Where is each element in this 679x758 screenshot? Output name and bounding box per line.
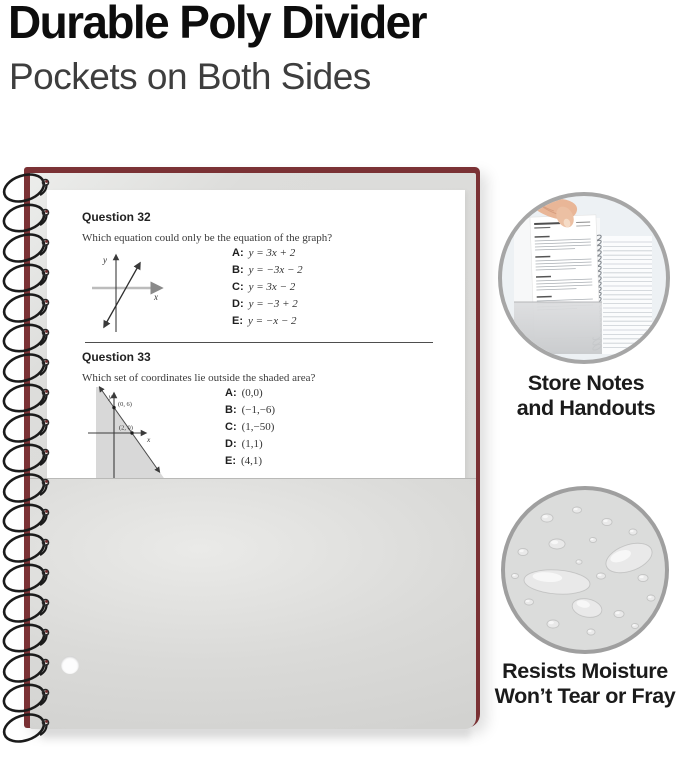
option-row bbox=[225, 387, 275, 404]
water-droplet bbox=[512, 574, 519, 579]
option-label: B: bbox=[225, 404, 237, 416]
caption-line: Resists Moisture bbox=[502, 659, 668, 683]
page-subtitle: Pockets on Both Sides bbox=[9, 56, 371, 97]
pocket-insert-photo bbox=[502, 196, 666, 360]
page-title: Durable Poly Divider bbox=[8, 0, 426, 48]
option-row bbox=[232, 281, 303, 298]
water-droplet bbox=[638, 575, 648, 582]
q33-options bbox=[225, 387, 275, 472]
q33-prompt: Which set of coordinates lie outside the shaded area? bbox=[82, 372, 316, 384]
water-droplet bbox=[602, 519, 612, 526]
option-label: A: bbox=[232, 247, 244, 259]
x-axis-label: x bbox=[154, 292, 158, 302]
option-label: C: bbox=[232, 281, 244, 293]
option-label: D: bbox=[225, 438, 237, 450]
spiral-coil-loop bbox=[1, 530, 49, 566]
option-label: D: bbox=[232, 298, 244, 310]
option-label: B: bbox=[232, 264, 244, 276]
water-droplet bbox=[629, 529, 637, 535]
water-droplet bbox=[576, 560, 582, 564]
worksheet-page bbox=[47, 190, 465, 481]
handout-section-heading bbox=[536, 276, 551, 277]
question-divider-line bbox=[85, 342, 433, 343]
water-droplet bbox=[632, 624, 639, 629]
handout-title-line bbox=[534, 223, 560, 224]
water-droplet bbox=[549, 539, 565, 549]
water-droplet bbox=[570, 596, 603, 620]
spiral-coil-loop bbox=[1, 621, 49, 656]
notebook-shadow bbox=[42, 729, 470, 744]
y-intercept-point bbox=[112, 406, 115, 409]
spiral-coil-loop bbox=[1, 501, 49, 536]
water-droplet bbox=[525, 599, 534, 605]
spiral-coil-loop bbox=[1, 201, 49, 236]
poly-pocket bbox=[30, 478, 476, 729]
water-droplet bbox=[523, 568, 591, 597]
water-droplet bbox=[590, 538, 597, 543]
option-label: E: bbox=[225, 455, 236, 467]
thumb-hole bbox=[61, 656, 79, 674]
spiral-coil-loop bbox=[1, 230, 49, 266]
y-axis-label: y bbox=[108, 392, 112, 401]
spiral-coil-loop bbox=[1, 350, 49, 386]
option-value: (−1,−6) bbox=[241, 404, 276, 416]
option-label: C: bbox=[225, 421, 237, 433]
option-value: y = −3x − 2 bbox=[248, 264, 303, 276]
store-notes-caption bbox=[470, 371, 679, 422]
spiral-coil-loop bbox=[1, 321, 49, 356]
option-label: E: bbox=[232, 315, 243, 327]
moisture-photo-circle bbox=[501, 486, 669, 654]
water-droplet bbox=[597, 573, 606, 579]
y-axis-label: y bbox=[103, 255, 107, 265]
spiral-coil-loop bbox=[1, 470, 49, 506]
spiral-coil-loop bbox=[1, 710, 49, 746]
x-intercept-point bbox=[130, 431, 133, 434]
moisture-caption bbox=[469, 659, 679, 710]
option-row bbox=[232, 247, 303, 264]
spiral-coil-loop bbox=[1, 410, 49, 446]
x-intercept-label: (2, 0) bbox=[119, 424, 133, 432]
option-row bbox=[232, 298, 303, 315]
q33-heading: Question 33 bbox=[82, 350, 151, 364]
spiral-coil-loop bbox=[1, 590, 49, 626]
water-droplet bbox=[647, 595, 655, 601]
spiral-coils bbox=[0, 164, 60, 758]
handout-section-heading bbox=[535, 256, 550, 257]
option-value: (4,1) bbox=[241, 455, 263, 467]
x-axis-label: x bbox=[147, 435, 151, 444]
q33-graph bbox=[85, 385, 195, 480]
caption-line: Won’t Tear or Fray bbox=[494, 684, 676, 709]
option-value: (1,1) bbox=[241, 438, 263, 450]
spiral-coil-loop bbox=[1, 261, 49, 296]
water-droplet bbox=[547, 620, 559, 628]
spiral-coil-loop bbox=[1, 650, 49, 686]
q32-graph bbox=[90, 248, 190, 342]
option-row bbox=[225, 438, 275, 455]
caption-line: and Handouts bbox=[516, 396, 656, 421]
water-droplet bbox=[573, 507, 582, 513]
water-droplet bbox=[614, 611, 624, 618]
store-notes-photo-circle bbox=[498, 192, 670, 364]
option-row bbox=[225, 455, 275, 472]
spiral-coil-loop bbox=[1, 681, 49, 716]
spiral-coil-loop bbox=[1, 561, 49, 596]
option-row bbox=[225, 404, 275, 421]
option-value: (1,−50) bbox=[241, 421, 275, 433]
option-row bbox=[225, 421, 275, 438]
option-value: (0,0) bbox=[241, 387, 263, 399]
water-droplet bbox=[518, 549, 528, 556]
option-label: A: bbox=[225, 387, 237, 399]
option-value: y = −3 + 2 bbox=[248, 298, 298, 310]
caption-line: Store Notes bbox=[527, 371, 645, 395]
q32-prompt: Which equation could only be the equation of the graph? bbox=[82, 232, 333, 244]
option-value: y = 3x − 2 bbox=[248, 281, 296, 293]
option-row bbox=[232, 264, 303, 281]
y-intercept-label: (0, 6) bbox=[118, 401, 132, 408]
water-droplet bbox=[587, 629, 595, 635]
option-value: y = −x − 2 bbox=[248, 315, 297, 327]
water-droplet bbox=[541, 514, 553, 522]
handout-subtitle-line bbox=[534, 227, 550, 228]
q32-options bbox=[232, 247, 303, 332]
option-row bbox=[232, 315, 303, 332]
option-value: y = 3x + 2 bbox=[248, 247, 296, 259]
handout-section-heading bbox=[535, 236, 550, 237]
spiral-coil-loop bbox=[1, 170, 49, 206]
spiral-coil-loop bbox=[1, 441, 49, 476]
water-droplet bbox=[602, 538, 656, 579]
spiral-coil-loop bbox=[1, 381, 49, 416]
q32-heading: Question 32 bbox=[82, 210, 151, 224]
handout-section-heading bbox=[537, 296, 552, 297]
water-droplets-photo bbox=[505, 490, 665, 650]
spiral-coil-loop bbox=[1, 290, 49, 326]
graph-line bbox=[104, 263, 140, 327]
